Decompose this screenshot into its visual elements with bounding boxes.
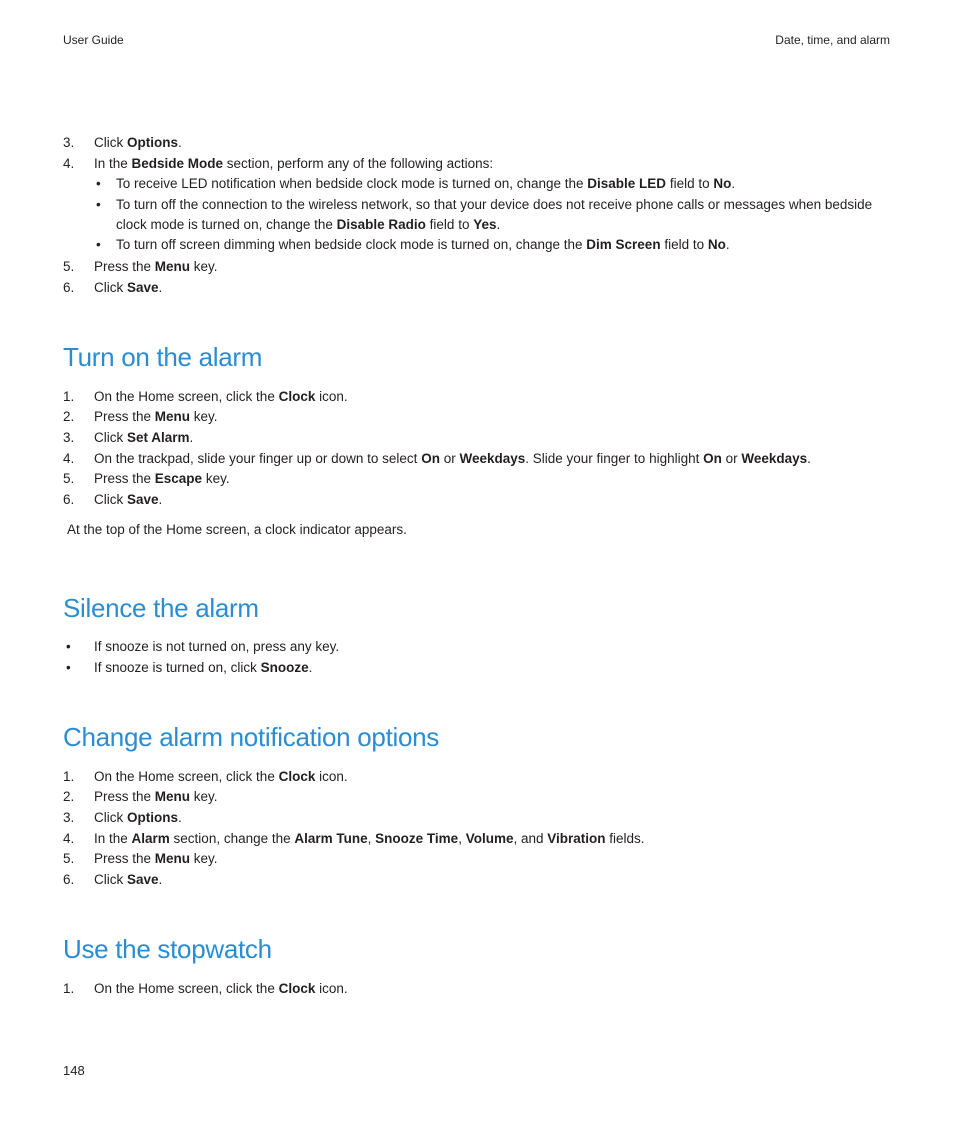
- intro-bullet-disable-led: • To receive LED notification when bedside clock mode is turned on, change the Disable LED field to No.: [96, 176, 736, 191]
- stopwatch-step-1: 1. On the Home screen, click the Clock icon.: [63, 981, 348, 996]
- alarm-on-step-2: 2. Press the Menu key.: [63, 409, 218, 424]
- intro-bullet-dim-screen: • To turn off screen dimming when bedside clock mode is turned on, change the Dim Screen field to No.: [96, 237, 730, 252]
- notify-step-5: 5. Press the Menu key.: [63, 851, 218, 866]
- alarm-on-step-6: 6. Click Save.: [63, 492, 163, 507]
- running-header-title: User Guide: [63, 33, 124, 47]
- alarm-on-step-4: 4. On the trackpad, slide your finger up or down to select On or Weekdays. Slide your finger to highlight On or Weekdays.: [63, 451, 811, 466]
- silence-bullet-no-snooze: • If snooze is not turned on, press any key.: [66, 639, 340, 654]
- alarm-on-step-3: 3. Click Set Alarm.: [63, 430, 194, 445]
- notify-step-1: 1. On the Home screen, click the Clock icon.: [63, 769, 348, 784]
- alarm-on-step-1: 1. On the Home screen, click the Clock icon.: [63, 389, 348, 404]
- intro-step-3: 3. Click Options.: [63, 135, 182, 150]
- notify-step-4: 4. In the Alarm section, change the Alarm Tune, Snooze Time, Volume, and Vibration fields.: [63, 831, 645, 846]
- intro-step-4: 4. In the Bedside Mode section, perform any of the following actions:: [63, 156, 494, 171]
- intro-step-5: 5. Press the Menu key.: [63, 259, 218, 274]
- section-heading-notification-options: Change alarm notification options: [63, 722, 439, 752]
- alarm-on-result-note: At the top of the Home screen, a clock indicator appears.: [67, 522, 407, 537]
- intro-bullet-disable-radio: • To turn off the connection to the wireless network, so that your device does not receive phone calls or messages when bedside clock mode is turned on, change the Disable Radio field to Yes.: [96, 197, 873, 232]
- intro-step-6: 6. Click Save.: [63, 280, 163, 295]
- section-heading-silence-alarm: Silence the alarm: [63, 593, 259, 623]
- page-number: 148: [63, 1063, 85, 1078]
- notify-step-6: 6. Click Save.: [63, 872, 163, 887]
- silence-bullet-snooze: • If snooze is turned on, click Snooze.: [66, 660, 313, 675]
- running-header-chapter: Date, time, and alarm: [775, 33, 890, 47]
- section-heading-stopwatch: Use the stopwatch: [63, 934, 272, 964]
- notify-step-3: 3. Click Options.: [63, 810, 182, 825]
- alarm-on-step-5: 5. Press the Escape key.: [63, 471, 230, 486]
- section-heading-turn-on-alarm: Turn on the alarm: [63, 342, 263, 372]
- notify-step-2: 2. Press the Menu key.: [63, 789, 218, 804]
